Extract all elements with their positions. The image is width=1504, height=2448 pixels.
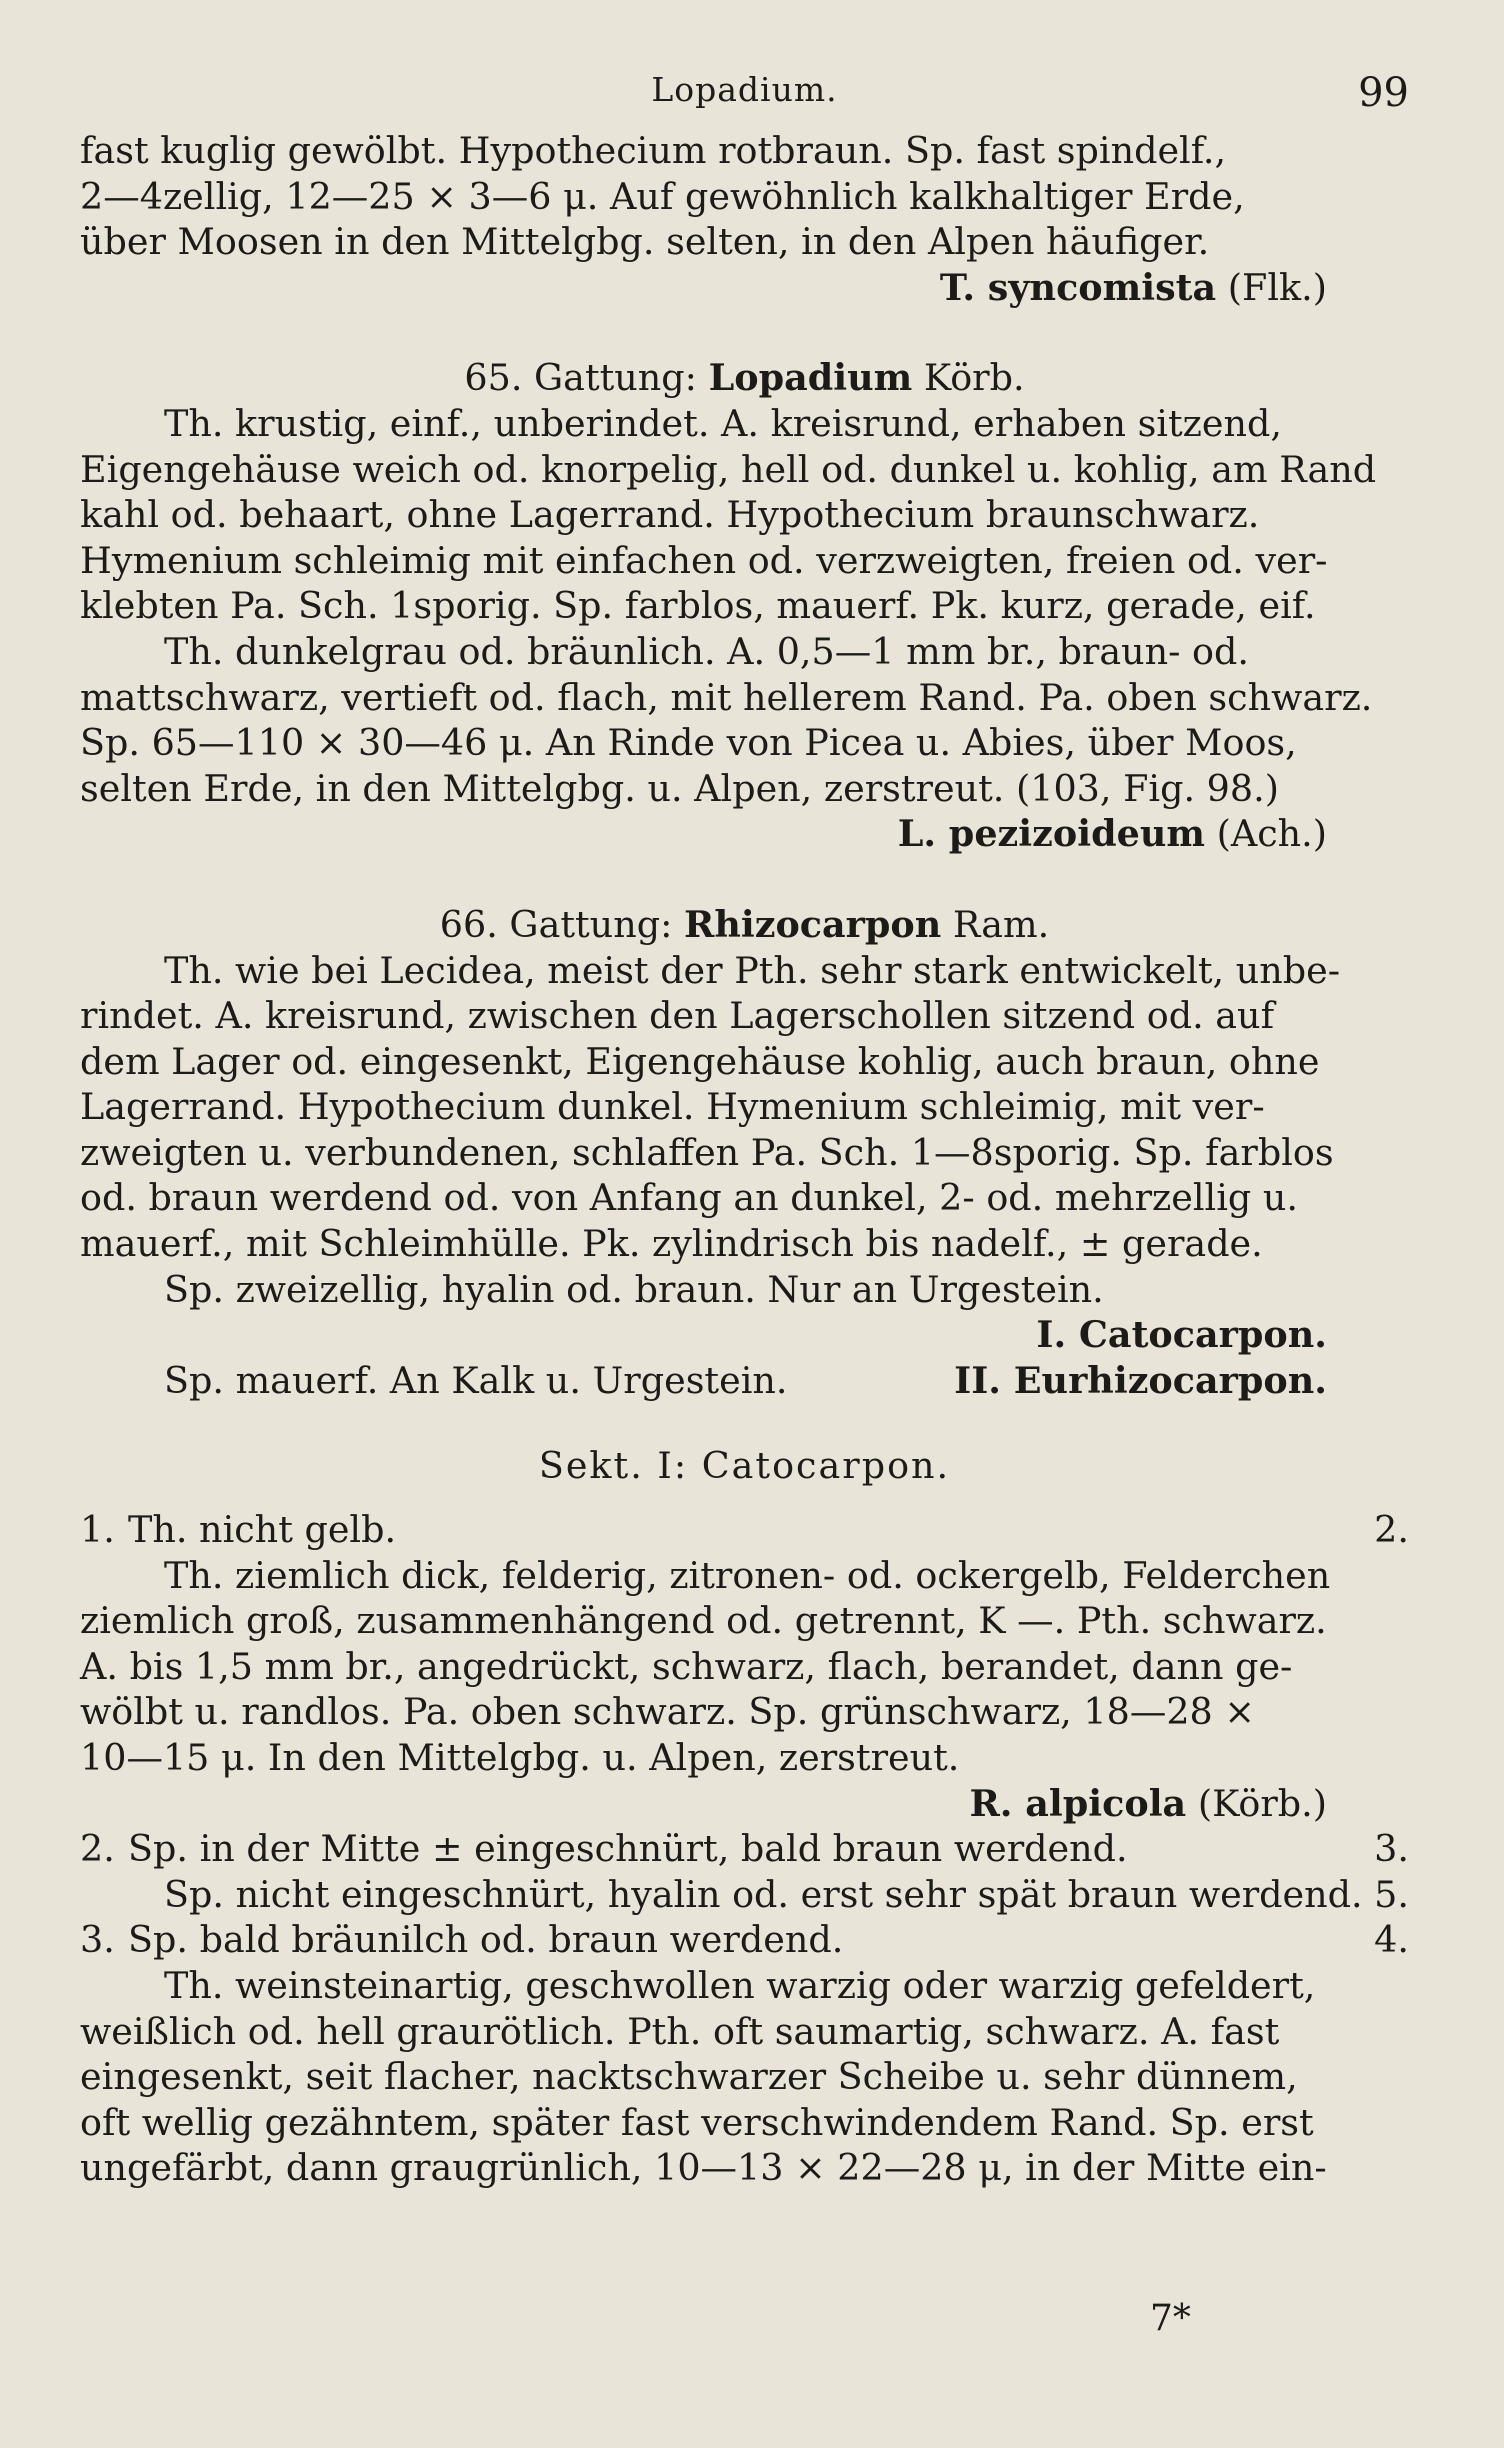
species-name-line bbox=[80, 811, 1409, 857]
text-line: rindet. A. kreisrund, zwischen den Lagerschollen sitzend od. auf bbox=[80, 994, 1275, 1038]
species-name-line bbox=[80, 265, 1409, 311]
text-line: klebten Pa. Sch. 1sporig. Sp. farblos, mauerf. Pk. kurz, gerade, eif. bbox=[80, 584, 1316, 628]
text-line: mattschwarz, vertieft od. flach, mit hellerem Rand. Pa. oben schwarz. bbox=[80, 675, 1373, 719]
text-line: Th. wie bei Lecidea, meist der Pth. sehr stark entwickelt, unbe- bbox=[164, 948, 1341, 992]
species-author: (Ach.) bbox=[1216, 812, 1327, 856]
running-header bbox=[80, 58, 1409, 128]
key-reference: 3. bbox=[1374, 1827, 1409, 1871]
genus-heading-prefix: 65. Gattung: bbox=[464, 356, 697, 400]
text-line: oft wellig gezähntem, später fast verschwindendem Rand. Sp. erst bbox=[80, 2100, 1314, 2144]
page-body bbox=[80, 128, 1409, 2191]
text-line: wölbt u. randlos. Pa. oben schwarz. Sp. grünschwarz, 18—28 × bbox=[80, 1690, 1255, 1734]
section-option-text: Sp. mauerf. An Kalk u. Urgestein. bbox=[164, 1358, 788, 1402]
genus-author: Ram. bbox=[952, 902, 1050, 946]
species-name: T. syncomista bbox=[939, 265, 1217, 309]
section-option-text: Sp. zweizellig, hyalin od. braun. Nur an Urgestein. bbox=[164, 1267, 1104, 1311]
text-line: selten Erde, in den Mittelgbg. u. Alpen, zerstreut. (103, Fig. 98.) bbox=[80, 766, 1279, 810]
text-line: 10—15 μ. In den Mittelgbg. u. Alpen, zerstreut. bbox=[80, 1736, 960, 1779]
text-line: Lagerrand. Hypothecium dunkel. Hymenium schleimig, mit ver- bbox=[80, 1085, 1265, 1129]
text-line: Th. ziemlich dick, felderig, zitronen- od. ockergelb, Felderchen bbox=[164, 1553, 1331, 1597]
key-reference: 2. bbox=[1374, 1508, 1409, 1552]
text-line: od. braun werdend od. von Anfang an dunkel, 2- od. mehrzellig u. bbox=[80, 1176, 1298, 1220]
text-line: A. bis 1,5 mm br., angedrückt, schwarz, flach, berandet, dann ge- bbox=[80, 1644, 1293, 1688]
key-number: 1. bbox=[80, 1508, 115, 1552]
key-entry-alternative bbox=[80, 1872, 1409, 1918]
key-alternative-continued bbox=[80, 1598, 1409, 1780]
text-line: weißlich od. hell graurötlich. Pth. oft saumartig, schwarz. A. fast bbox=[80, 2009, 1280, 2053]
genus-name: Rhizocarpon bbox=[683, 902, 942, 946]
section-option bbox=[80, 1267, 1409, 1313]
species-author: (Flk.) bbox=[1227, 265, 1327, 309]
text-line: eingesenkt, seit flacher, nacktschwarzer Scheibe u. sehr dünnem, bbox=[80, 2055, 1298, 2099]
key-number: 3. bbox=[80, 1918, 115, 1962]
genus-heading bbox=[80, 355, 1409, 401]
key-entry bbox=[80, 1917, 1409, 1963]
genus-name: Lopadium bbox=[708, 356, 913, 400]
text-line: Th. krustig, einf., unberindet. A. kreisrund, erhaben sitzend, bbox=[164, 401, 1282, 445]
key-text: Sp. nicht eingeschnürt, hyalin od. erst sehr spät braun werdend. bbox=[164, 1872, 1363, 1916]
genus-author: Körb. bbox=[923, 356, 1025, 400]
text-line: kahl od. behaart, ohne Lagerrand. Hypothecium braunschwarz. bbox=[80, 493, 1260, 537]
species-name: R. alpicola bbox=[969, 1781, 1187, 1825]
key-alternative bbox=[80, 1963, 1409, 2191]
text-line: Sp. 65—110 × 30—46 μ. An Rinde von Picea u. Abies, über Moos, bbox=[80, 721, 1297, 765]
key-number: 2. bbox=[80, 1827, 115, 1871]
species-name: L. pezizoideum bbox=[897, 812, 1205, 856]
genus-description bbox=[80, 948, 1409, 1267]
text-line: Th. weinsteinartig, geschwollen warzig oder warzig gefeldert, bbox=[164, 1963, 1316, 2007]
key-reference: 4. bbox=[1374, 1918, 1409, 1962]
key-entry bbox=[80, 1826, 1409, 1872]
section-option-name-line bbox=[80, 1312, 1409, 1358]
text-line: ziemlich groß, zusammenhängend od. getrennt, K —. Pth. schwarz. bbox=[80, 1599, 1327, 1643]
key-text: Sp. in der Mitte ± eingeschnürt, bald braun werdend. bbox=[128, 1827, 1128, 1871]
running-title: Lopadium. bbox=[651, 70, 838, 109]
genus-heading-prefix: 66. Gattung: bbox=[439, 902, 673, 946]
species-author: (Körb.) bbox=[1197, 1781, 1327, 1825]
text-line: fast kuglig gewölbt. Hypothecium rotbraun. Sp. fast spindelf., bbox=[80, 129, 1227, 172]
text-line: ungefärbt, dann graugrünlich, 10—13 × 22—28 μ, in der Mitte ein- bbox=[80, 2146, 1327, 2190]
text-line: Hymenium schleimig mit einfachen od. verzweigten, freien od. ver- bbox=[80, 538, 1328, 582]
section-option-name: I. Catocarpon. bbox=[1036, 1313, 1327, 1357]
section-heading: Sekt. I: Catocarpon. bbox=[538, 1444, 951, 1488]
key-text: Th. nicht gelb. bbox=[128, 1508, 397, 1552]
key-text: Sp. bald bräunilch od. braun werdend. bbox=[128, 1918, 844, 1962]
text-line: dem Lager od. eingesenkt, Eigengehäuse kohlig, auch braun, ohne bbox=[80, 1039, 1320, 1083]
text-line: Th. dunkelgrau od. bräunlich. A. 0,5—1 mm br., braun- od. bbox=[164, 629, 1249, 673]
genus-heading bbox=[80, 902, 1409, 948]
section-option bbox=[80, 1358, 1409, 1404]
species-name-line bbox=[80, 1781, 1409, 1827]
text-line: mauerf., mit Schleimhülle. Pk. zylindrisch bis nadelf., ± gerade. bbox=[80, 1222, 1263, 1266]
key-entry bbox=[80, 1507, 1409, 1553]
text-line: Eigengehäuse weich od. knorpelig, hell od. dunkel u. kohlig, am Rand bbox=[80, 447, 1377, 491]
page-number: 99 bbox=[1358, 70, 1409, 116]
text-line: zweigten u. verbundenen, schlaffen Pa. Sch. 1—8sporig. Sp. farblos bbox=[80, 1130, 1334, 1174]
text-line: über Moosen in den Mittelgbg. selten, in den Alpen häufiger. bbox=[80, 220, 1210, 264]
key-alternative bbox=[80, 1553, 1409, 1599]
printer-signature-mark: 7* bbox=[1150, 2298, 1191, 2339]
intro-paragraph bbox=[80, 128, 1409, 265]
section-option-name: II. Eurhizocarpon. bbox=[954, 1358, 1327, 1402]
text-line: 2—4zellig, 12—25 × 3—6 μ. Auf gewöhnlich kalkhaltiger Erde, bbox=[80, 174, 1245, 218]
key-reference: 5. bbox=[1374, 1872, 1409, 1916]
genus-description bbox=[80, 401, 1409, 811]
